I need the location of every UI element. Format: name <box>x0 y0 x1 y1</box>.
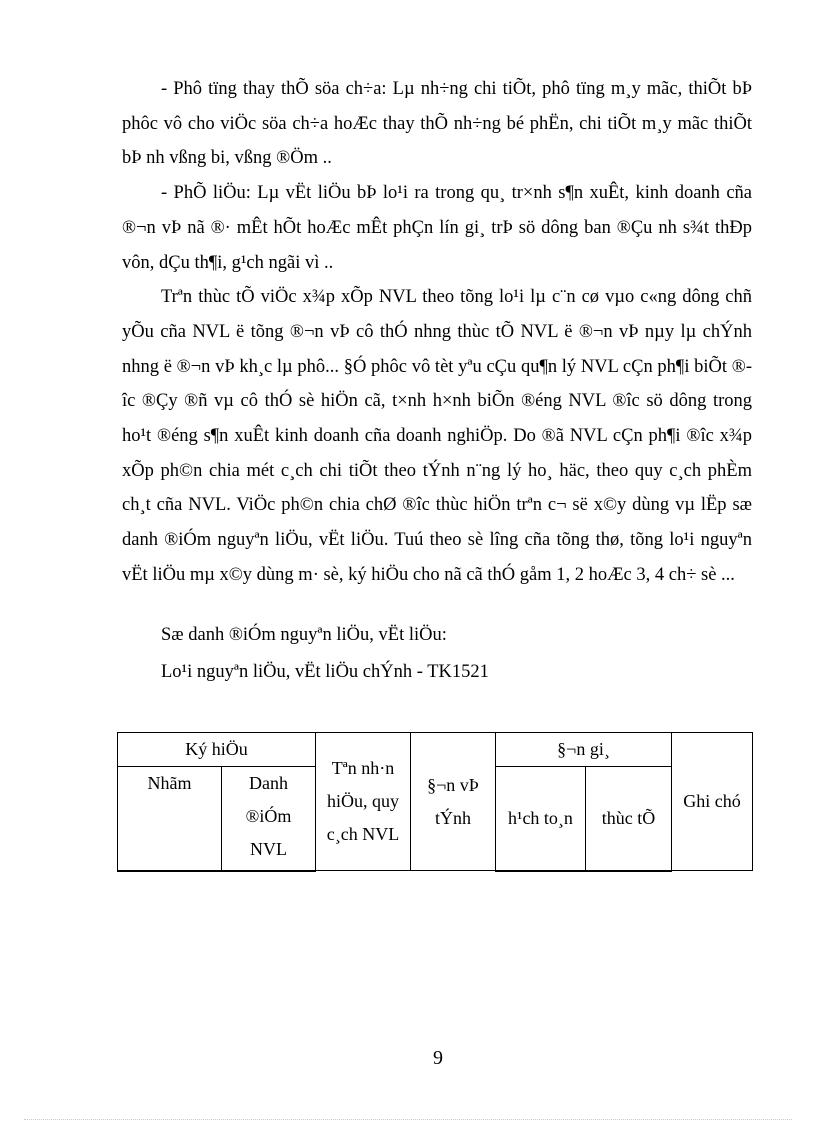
header-dvt-line-1: §¬n vÞ <box>427 774 479 795</box>
body-text <box>122 72 752 593</box>
header-hach-toan: h¹ch to¸n <box>496 767 586 871</box>
header-ten-nhan-hieu <box>316 733 411 871</box>
header-don-vi-tinh <box>411 733 496 871</box>
paragraph-spare-parts: - Phô tïng thay thÕ söa ch÷a: Lµ nh÷ng chi tiÕt, phô tïng m¸y mãc, thiÕt bÞ phôc vô cho viÖc söa ch÷a hoÆc thay thÕ nh÷ng bé phËn, chi tiÕt m¸y mãc thiÕt bÞ nh vßng bi, vßng ®Öm .. <box>122 79 752 169</box>
header-thuc-te: thùc tÕ <box>586 767 672 871</box>
material-catalog-table <box>117 732 753 872</box>
header-danh-line-2: ®iÓm <box>245 806 292 826</box>
line-material-type: Lo¹i nguyªn liÖu, vËt liÖu chÝnh - TK1521 <box>161 662 489 682</box>
header-ghi-chu: Ghi chó <box>672 733 753 871</box>
header-nhom: Nhãm <box>118 767 222 871</box>
header-danh-line-1: Danh <box>249 773 288 793</box>
header-ten-line-1: Tªn nh·n <box>331 758 395 778</box>
paragraph-scrap: - PhÕ liÖu: Lµ vËt liÖu bÞ lo¹i ra trong qu¸ tr×nh s¶n xuÊt, kinh doanh cña ®¬n vÞ nã ®· mÊt hÕt hoÆc mÊt phÇn lín gi¸ trÞ sö dông ban ®Çu nh s¾t thÐp vôn, dÇu th¶i, g¹ch ngãi vì .. <box>122 183 752 273</box>
page-number: 9 <box>433 1047 443 1069</box>
paragraph-classification: Trªn thùc tÕ viÖc x¾p xÕp NVL theo tõng lo¹i lµ c¨n cø vµo c«ng dông chñ yÕu cña NVL ë tõng ®¬n vÞ cô thÓ nhng thùc tÕ NVL ë ®¬n vÞ nµy lµ chÝnh nhng ë ®¬n vÞ kh¸c lµ phô... §Ó phôc vô tèt yªu cÇu qu¶n lý NVL cÇn ph¶i biÕt ®îc ®Çy ®ñ vµ cô thÓ sè hiÖn cã, t×nh h×nh biÕn ®éng NVL ®îc sö dông trong ho¹t ®éng s¶n xuÊt kinh doanh cña doanh nghiÖp. Do ®ã NVL cÇn ph¶i ®îc x¾p xÕp ph©n chia mét c¸ch chi tiÕt theo tÝnh n¨ng lý ho¸ häc, theo quy c¸ch phÈm ch¸t cña NVL. ViÖc ph©n chia chØ ®îc thùc hiÖn trªn c¬ së x©y dùng vµ lËp sæ danh ®iÓm nguyªn liÖu, vËt liÖu. Tuú theo sè lîng cña tõng thø, tõng lo¹i nguyªn vËt liÖu mµ x©y dùng m· sè, ký hiÖu cho nã cã thÓ gåm 1, 2 hoÆc 3, 4 ch÷ sè ... <box>122 287 752 585</box>
line-catalog-title: Sæ danh ®iÓm nguyªn liÖu, vËt liÖu: <box>161 625 447 645</box>
header-don-gia: §¬n gi¸ <box>496 733 672 767</box>
header-ky-hieu: Ký hiÖu <box>118 733 316 767</box>
header-ten-line-2: hiÖu, quy <box>327 791 399 811</box>
footer-divider <box>24 1119 792 1120</box>
header-danh-diem <box>222 767 316 871</box>
header-ten-line-3: c¸ch NVL <box>326 824 400 844</box>
header-dvt-line-2: tÝnh <box>435 807 471 828</box>
header-danh-line-3: NVL <box>250 839 287 859</box>
